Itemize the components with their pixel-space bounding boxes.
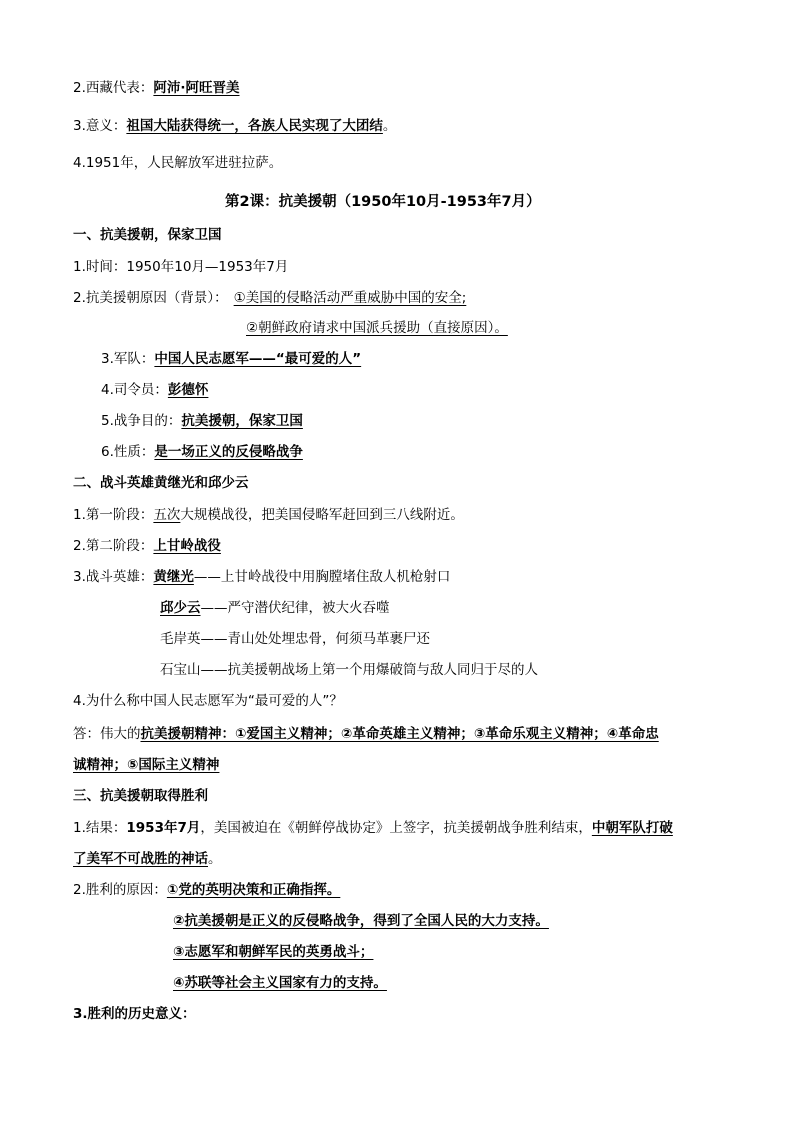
answer-text: 抗美援朝，保家卫国	[181, 413, 303, 429]
text: ，美国被迫在《朝鲜停战协定》上签字，抗美援朝战争胜利结束，	[200, 820, 592, 836]
line-result	[73, 819, 673, 837]
text: 5.战争目的：	[101, 413, 182, 429]
answer-text: ①美国的侵略活动严重威胁中国的安全;	[233, 290, 467, 306]
answer-text: 抗美援朝精神：①爱国主义精神；②革命英雄主义精神；③革命乐观主义精神；④革命忠	[140, 726, 659, 742]
line-reasons-4	[173, 974, 387, 992]
answer-text: 阿沛·阿旺晋美	[153, 80, 240, 96]
text: 1.结果：	[73, 820, 127, 836]
text: 3.战斗英雄：	[73, 569, 154, 585]
answer-text: 中朝军队打破	[591, 820, 673, 836]
line-reasons	[73, 881, 340, 899]
text: ——严守潜伏纪律，被大火吞噬	[200, 600, 390, 616]
line-stage-1	[73, 506, 464, 524]
text: 4.司令员：	[101, 382, 168, 398]
answer-text: 中国人民志愿军——“最可爱的人”	[154, 351, 362, 367]
text: ——上甘岭战役中用胸膛堵住敌人机枪射口	[193, 569, 451, 585]
line-reasons-3	[173, 943, 373, 961]
answer-text: ②朝鲜政府请求中国派兵援助（直接原因）。	[246, 320, 508, 336]
text: 2.第二阶段：	[73, 538, 154, 554]
answer-text: ②抗美援朝是正义的反侵略战争，得到了全国人民的大力支持。	[173, 913, 549, 929]
text: 1.第一阶段：	[73, 507, 154, 523]
line-result-2	[73, 850, 222, 868]
text: 2.西藏代表：	[73, 80, 154, 96]
line-significance-heading: 3.胜利的历史意义：	[73, 1006, 196, 1022]
answer-text: 邱少云	[160, 600, 201, 616]
line-commander	[101, 381, 208, 399]
section-heading-3: 三、抗美援朝取得胜利	[73, 788, 208, 804]
line-reasons-2	[173, 912, 549, 930]
text: 。	[208, 851, 222, 867]
line-hero-mao: 毛岸英——青山处处埋忠骨，何须马革裹尸还	[160, 631, 430, 647]
text: 3.军队：	[101, 351, 155, 367]
line-cause	[73, 289, 466, 307]
answer-text: 彭德怀	[167, 382, 209, 398]
text: 答：伟大的	[73, 726, 141, 742]
answer-text: ①党的英明决策和正确指挥。	[166, 882, 341, 898]
answer-text: 了美军不可战胜的神话	[73, 851, 208, 867]
lesson-title: 第2课：抗美援朝（1950年10月-1953年7月）	[225, 194, 541, 210]
answer-text: 诚精神；⑤国际主义精神	[73, 757, 220, 773]
answer-text: 是一场正义的反侵略战争	[154, 444, 303, 460]
text: 2.胜利的原因：	[73, 882, 167, 898]
answer-text: 上甘岭战役	[153, 538, 221, 554]
line-war-purpose	[101, 412, 303, 430]
text: 3.意义：	[73, 118, 127, 134]
text: 6.性质：	[101, 444, 155, 460]
answer-line-2	[73, 756, 219, 774]
text: 2.抗美援朝原因（背景）：	[73, 290, 228, 306]
answer-text: 五次	[153, 507, 181, 523]
line-hero-qiu	[160, 599, 390, 617]
text: 。	[382, 118, 397, 134]
answer-text: 黄继光	[153, 569, 194, 585]
section-heading-2: 二、战斗英雄黄继光和邱少云	[73, 475, 249, 491]
answer-text: ③志愿军和朝鲜军民的英勇战斗；	[173, 944, 374, 960]
line-army	[101, 350, 361, 368]
question-line: 4.为什么称中国人民志愿军为“最可爱的人”？	[73, 693, 343, 709]
answer-text: 祖国大陆获得统一，各族人民实现了大团结	[126, 118, 383, 134]
line-hero-shi: 石宝山——抗美援朝战场上第一个用爆破筒与敌人同归于尽的人	[160, 662, 538, 678]
answer-line-1	[73, 725, 659, 743]
line-nature	[101, 443, 303, 461]
line-time: 1.时间：1950年10月—1953年7月	[73, 259, 289, 275]
answer-text: ④苏联等社会主义国家有力的支持。	[173, 975, 387, 991]
text: 大规模战役，把美国侵略军赶回到三八线附近。	[180, 507, 464, 523]
line-tibet-representative	[73, 79, 240, 97]
bold-text: 1953年7月	[126, 820, 201, 836]
section-heading-1: 一、抗美援朝，保家卫国	[73, 227, 222, 243]
line-heroes	[73, 568, 450, 586]
line-stage-2	[73, 537, 221, 555]
line-lhasa: 4.1951年，人民解放军进驻拉萨。	[73, 155, 283, 171]
line-significance	[73, 117, 396, 135]
line-cause-2	[246, 319, 508, 337]
